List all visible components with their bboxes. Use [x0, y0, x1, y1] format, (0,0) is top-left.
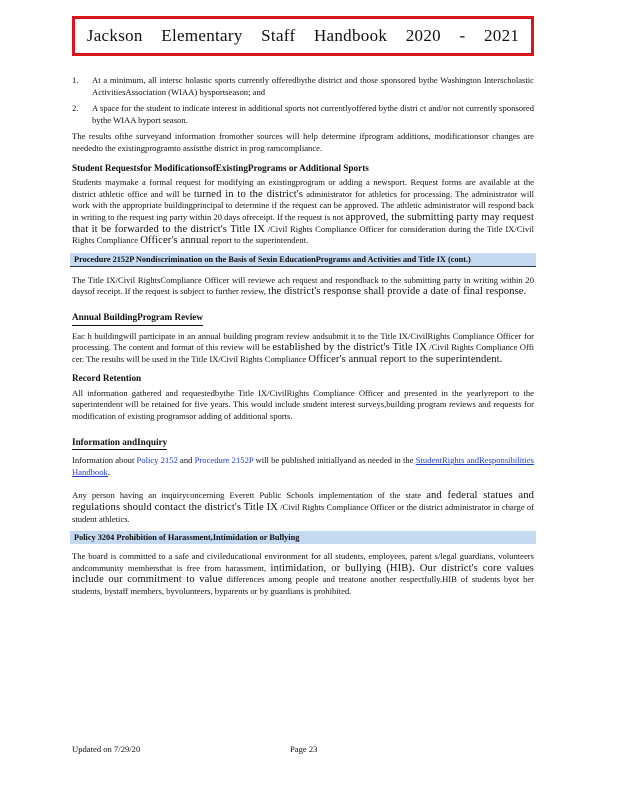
record-retention-paragraph: All information gathered and requestedbythe Title IX/CivilRights Compliance Officer and presented in the yearlyreport to the superintendent will be retained for five years. This would include student interest surveys,building program reviews and requests for modification of existing programsor adding of additional sports. [72, 387, 534, 422]
list-number: 1. [72, 75, 79, 85]
information-paragraph: Information about Policy 2152 and Procedure 2152P will be published initiallyand as needed in the StudentRights andResponsibilities Handbook. [72, 455, 534, 477]
page-number: Page 23 [290, 744, 318, 754]
list-number: 2. [72, 103, 79, 114]
annual-review-paragraph: Eac h buildingwill participate in an annual building program review andsubmit it to the Title IX/CivilRights Compliance Officer for processing. The content and format of this review will be established by the district's Title IX /Civil Rights Compliance Offi cer. The results will be used in the Title IX/Civil Rights Compliance Officer's annual report to the superintendent. [72, 330, 534, 365]
list-text: At a minimum, all intersc holastic sports currently offeredbythe district and those sponsored bythe Washington Interscholastic ActivitiesAssociation (WIAA) bysportseason; and [92, 75, 534, 97]
procedure-2152p-link[interactable]: Procedure 2152P [194, 455, 254, 466]
page-content [72, 75, 534, 604]
policy-header-band: Policy 3204 Prohibition of Harassment,Intimidation or Bullying [70, 531, 536, 544]
annual-review-heading: Annual BuildingProgram Review [72, 312, 203, 326]
student-requests-heading: Student Requestsfor ModificationsofExistingPrograms or Additional Sports [72, 162, 369, 173]
title-ix-paragraph: The Title IX/Civil RightsCompliance Officer will reviewe ach request and respondback to the submitting party in writing within 20 daysof receipt. If the request is subject to further review, the district's response shall provide a date of final response. [72, 274, 534, 298]
student-rights-handbook-link[interactable]: StudentRights andResponsibilities Handbook [72, 455, 534, 477]
record-retention-heading: Record Retention [72, 373, 142, 384]
list-text: A space for the student to indicate interest in additional sports not currentlyoffered bythe distri ct and/or not currently sponsored bythe WIAA byport season. [92, 103, 534, 125]
policy-2152-link[interactable]: Policy 2152 [136, 455, 178, 466]
board-paragraph: The board is committed to a safe and civileducational environment for all students, employees, parent s/legal guardians, volunteers andcommunity membersthat is free from harassment, intimidation, or bullying (HIB). Our district's core values include our commitment to value differences among people and treatone another respectfully.HIB of students byot her students, bystaff members, byvolunteers, byparents or by guardians is prohibited. [72, 551, 535, 596]
results-paragraph: The results ofthe surveyand information fromother sources will help determine ifprogram additions, modificationsor changes are neededto the existingprogramto assistthe district in prog ramcompliance. [72, 131, 534, 153]
list-item [72, 75, 534, 98]
updated-date: Updated on 7/29/20 [72, 744, 141, 754]
page-title: Jackson Elementary Staff Handbook 2020 - 2021 [72, 16, 534, 56]
procedure-header-band: Procedure 2152P Nondiscrimination on the Basis of Sexin EducationPrograms and Activities and Title IX (cont.) [70, 253, 536, 267]
student-requests-paragraph: Students maymake a formal request for modifying an existingprogram or adding a newsport. Request forms are available at the district athletic office and will be turned in to the district's administrator for athletics for processing. The administrator will work with the appropriate buildingprincipal to determine if the request can be approved. The athletic administrator will respond back in writing to the request ing party within 20 days ofreceipt. If the request is not approved, the submitting party may request that it be forwarded to the district's Title IX /Civil Rights Compliance Officer for consideration during the Title IX/Civil Rights Compliance Officer's annual report to the superintendent. [72, 177, 535, 247]
inquiry-paragraph: Any person having an inquiryconcerning Everett Public Schools implementation of the state and federal statues and regulations should contact the district's Title IX /Civil Rights Compliance Officer or the district administrator in charge of student athletics. [72, 490, 534, 524]
list-item [72, 103, 534, 126]
information-inquiry-heading: Information andInquiry [72, 437, 167, 451]
